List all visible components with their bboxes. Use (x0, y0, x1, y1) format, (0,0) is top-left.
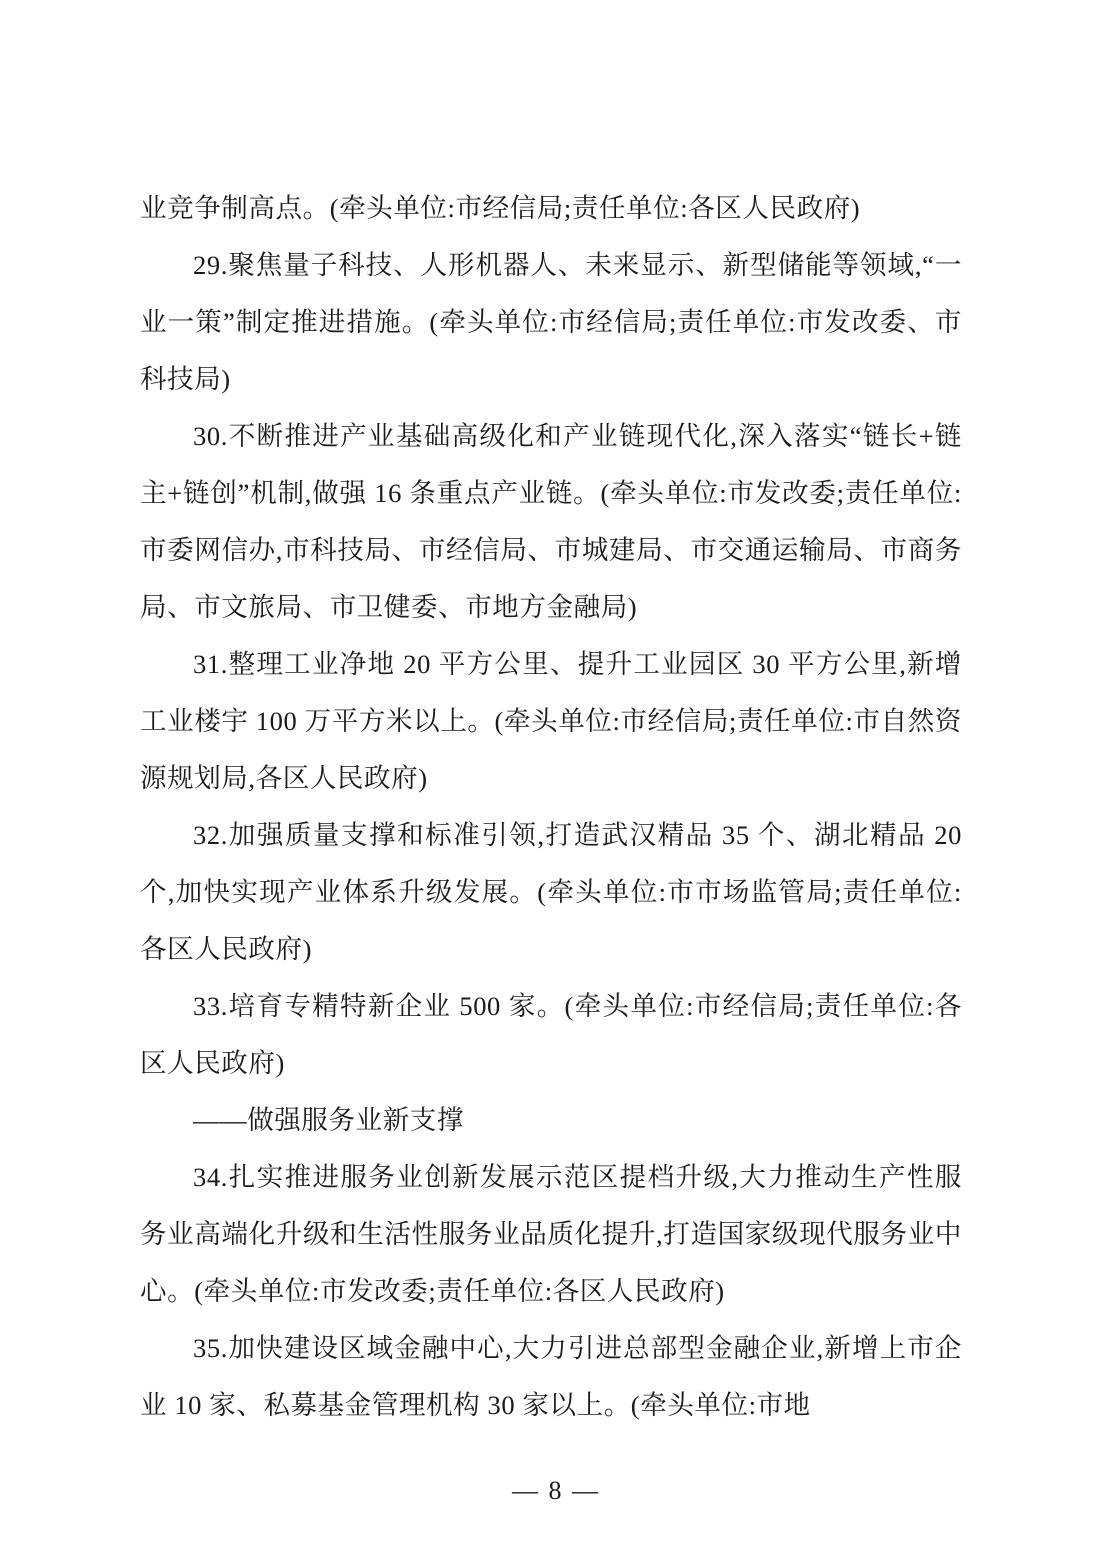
paragraph-item-34: 34.扎实推进服务业创新发展示范区提档升级,大力推动生产性服务业高端化升级和生活性服务业品质化提升,打造国家级现代服务业中心。(牵头单位:市发改委;责任单位:各区人民政府) (140, 1162, 962, 1306)
paragraph-item-33: 33.培育专精特新企业 500 家。(牵头单位:市经信局;责任单位:各区人民政府) (140, 991, 962, 1078)
paragraph-item-32: 32.加强质量支撑和标准引领,打造武汉精品 35 个、湖北精品 20 个,加快实现产业体系升级发展。(牵头单位:市市场监管局;责任单位:各区人民政府) (140, 820, 962, 964)
paragraph-continued: 业竞争制高点。(牵头单位:市经信局;责任单位:各区人民政府) (140, 193, 861, 223)
section-heading-service-industry: ——做强服务业新支撑 (193, 1105, 464, 1135)
paragraph-item-30: 30.不断推进产业基础高级化和产业链现代化,深入落实“链长+链主+链创”机制,做强 16 条重点产业链。(牵头单位:市发改委;责任单位:市委网信办,市科技局、市经信局、市城建局、市交通运输局、市商务局、市文旅局、市卫健委、市地方金融局) (140, 421, 962, 622)
paragraph-item-31: 31.整理工业净地 20 平方公里、提升工业园区 30 平方公里,新增工业楼宇 100 万平方米以上。(牵头单位:市经信局;责任单位:市自然资源规划局,各区人民政府) (140, 649, 962, 793)
page-number: — 8 — (512, 1476, 600, 1505)
paragraph-item-35: 35.加快建设区域金融中心,大力引进总部型金融企业,新增上市企业 10 家、私募基金管理机构 30 家以上。(牵头单位:市地 (140, 1333, 962, 1420)
document-body (140, 180, 962, 1434)
paragraph-item-29: 29.聚焦量子科技、人形机器人、未来显示、新型储能等领域,“一业一策”制定推进措施。(牵头单位:市经信局;责任单位:市发改委、市科技局) (140, 250, 962, 394)
